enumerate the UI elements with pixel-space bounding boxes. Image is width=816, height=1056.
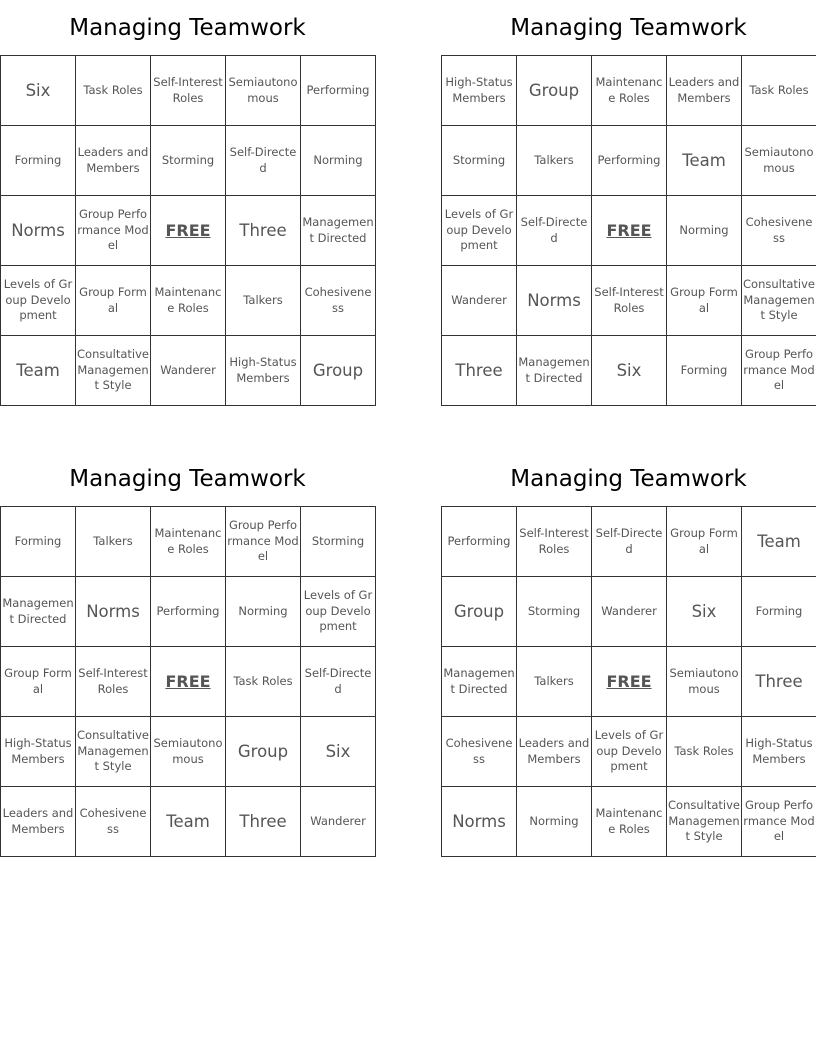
bingo-cell: Six (1, 56, 76, 126)
bingo-cell: High-Status Members (442, 56, 517, 126)
bingo-cell: Talkers (76, 507, 151, 577)
bingo-cell: Six (301, 717, 376, 787)
bingo-cell: Consultative Management Style (76, 717, 151, 787)
bingo-cell: Six (667, 577, 742, 647)
bingo-cell: Performing (442, 507, 517, 577)
grid-row (1, 336, 376, 406)
bingo-cell: Levels of Group Development (1, 266, 76, 336)
bingo-cell: Task Roles (667, 717, 742, 787)
bingo-cell: Forming (742, 577, 816, 647)
bingo-cell: Wanderer (301, 787, 376, 857)
bingo-cell: Consultative Management Style (742, 266, 816, 336)
bingo-cell: High-Status Members (1, 717, 76, 787)
bingo-cell: Talkers (517, 126, 592, 196)
bingo-cell: Group (517, 56, 592, 126)
bingo-cell: Group Formal (76, 266, 151, 336)
bingo-cell: Team (151, 787, 226, 857)
bingo-cell: Three (442, 336, 517, 406)
grid-row (1, 266, 376, 336)
bingo-cell: Maintenance Roles (151, 266, 226, 336)
bingo-cell: Self-Interest Roles (151, 56, 226, 126)
bingo-cell: Semiautonomous (151, 717, 226, 787)
bingo-cell: High-Status Members (742, 717, 816, 787)
bingo-cell: Management Directed (301, 196, 376, 266)
grid-row (442, 266, 816, 336)
grid-row (1, 717, 376, 787)
free-space-cell: FREE (592, 196, 667, 266)
grid-row (442, 787, 816, 857)
bingo-cell: Leaders and Members (517, 717, 592, 787)
card-title: Managing Teamwork (69, 466, 306, 492)
bingo-cell: Semiautonomous (226, 56, 301, 126)
bingo-cell: Maintenance Roles (592, 56, 667, 126)
bingo-cell: Wanderer (442, 266, 517, 336)
bingo-grid (441, 55, 816, 406)
bingo-cell: Norming (301, 126, 376, 196)
bingo-cell: Storming (151, 126, 226, 196)
bingo-cell: Task Roles (226, 647, 301, 717)
bingo-cell: Norms (442, 787, 517, 857)
bingo-cell: Task Roles (742, 56, 816, 126)
bingo-cell: Maintenance Roles (592, 787, 667, 857)
bingo-cell: Cohesiveness (301, 266, 376, 336)
bingo-cell: Norms (76, 577, 151, 647)
bingo-cell: Self-Interest Roles (76, 647, 151, 717)
bingo-cell: Levels of Group Development (301, 577, 376, 647)
bingo-cell: Six (592, 336, 667, 406)
grid-row (442, 577, 816, 647)
bingo-cell: Cohesiveness (442, 717, 517, 787)
bingo-cell: Semiautonomous (742, 126, 816, 196)
bingo-cell: Management Directed (517, 336, 592, 406)
bingo-cell: Group Performance Model (742, 336, 816, 406)
card-title: Managing Teamwork (510, 466, 747, 492)
grid-row (442, 647, 816, 717)
bingo-cell: Forming (1, 126, 76, 196)
bingo-cell: Leaders and Members (1, 787, 76, 857)
bingo-cell: Norming (667, 196, 742, 266)
grid-row (442, 196, 816, 266)
grid-row (1, 507, 376, 577)
bingo-cell: Self-Directed (226, 126, 301, 196)
bingo-grid (0, 55, 376, 406)
bingo-cell: Cohesiveness (742, 196, 816, 266)
bingo-cell: Consultative Management Style (667, 787, 742, 857)
bingo-cell: Group Formal (667, 507, 742, 577)
grid-row (1, 126, 376, 196)
bingo-cell: Task Roles (76, 56, 151, 126)
bingo-cell: Levels of Group Development (442, 196, 517, 266)
card-title: Managing Teamwork (510, 15, 747, 41)
bingo-cell: Norming (226, 577, 301, 647)
bingo-cell: Self-Directed (517, 196, 592, 266)
free-space-cell: FREE (151, 647, 226, 717)
bingo-cell: Consultative Management Style (76, 336, 151, 406)
bingo-cell: Talkers (517, 647, 592, 717)
bingo-cell: Talkers (226, 266, 301, 336)
bingo-cell: Semiautonomous (667, 647, 742, 717)
bingo-cell: Leaders and Members (667, 56, 742, 126)
card-title: Managing Teamwork (69, 15, 306, 41)
grid-row (442, 507, 816, 577)
grid-row (1, 647, 376, 717)
bingo-cell: Three (226, 787, 301, 857)
bingo-cell: High-Status Members (226, 336, 301, 406)
bingo-cell: Group Formal (1, 647, 76, 717)
bingo-cell: Leaders and Members (76, 126, 151, 196)
bingo-cell: Norming (517, 787, 592, 857)
bingo-grid (441, 506, 816, 857)
grid-row (1, 196, 376, 266)
bingo-cell: Group (442, 577, 517, 647)
bingo-cell: Group Performance Model (76, 196, 151, 266)
bingo-cell: Group (226, 717, 301, 787)
bingo-cell: Wanderer (592, 577, 667, 647)
bingo-cell: Performing (151, 577, 226, 647)
bingo-cell: Self-Directed (592, 507, 667, 577)
bingo-cell: Self-Interest Roles (517, 507, 592, 577)
bingo-cell: Team (742, 507, 816, 577)
bingo-cell: Performing (301, 56, 376, 126)
bingo-cell: Maintenance Roles (151, 507, 226, 577)
bingo-cell: Norms (1, 196, 76, 266)
bingo-cell: Management Directed (1, 577, 76, 647)
bingo-cell: Forming (667, 336, 742, 406)
bingo-cell: Group Performance Model (742, 787, 816, 857)
bingo-cell: Self-Interest Roles (592, 266, 667, 336)
bingo-cell: Levels of Group Development (592, 717, 667, 787)
bingo-cell: Self-Directed (301, 647, 376, 717)
bingo-cell: Group (301, 336, 376, 406)
bingo-cell: Storming (442, 126, 517, 196)
bingo-cell: Group Formal (667, 266, 742, 336)
bingo-cell: Team (1, 336, 76, 406)
bingo-cell: Forming (1, 507, 76, 577)
free-space-cell: FREE (151, 196, 226, 266)
bingo-cell: Three (226, 196, 301, 266)
grid-row (442, 126, 816, 196)
grid-row (442, 336, 816, 406)
bingo-cell: Team (667, 126, 742, 196)
bingo-cell: Three (742, 647, 816, 717)
bingo-cell: Norms (517, 266, 592, 336)
bingo-cell: Group Performance Model (226, 507, 301, 577)
bingo-grid (0, 506, 376, 857)
bingo-cell: Performing (592, 126, 667, 196)
grid-row (1, 787, 376, 857)
grid-row (442, 717, 816, 787)
grid-row (1, 56, 376, 126)
free-space-cell: FREE (592, 647, 667, 717)
bingo-cell: Cohesiveness (76, 787, 151, 857)
grid-row (442, 56, 816, 126)
bingo-cell: Management Directed (442, 647, 517, 717)
bingo-cell: Wanderer (151, 336, 226, 406)
bingo-cell: Storming (301, 507, 376, 577)
grid-row (1, 577, 376, 647)
bingo-cell: Storming (517, 577, 592, 647)
